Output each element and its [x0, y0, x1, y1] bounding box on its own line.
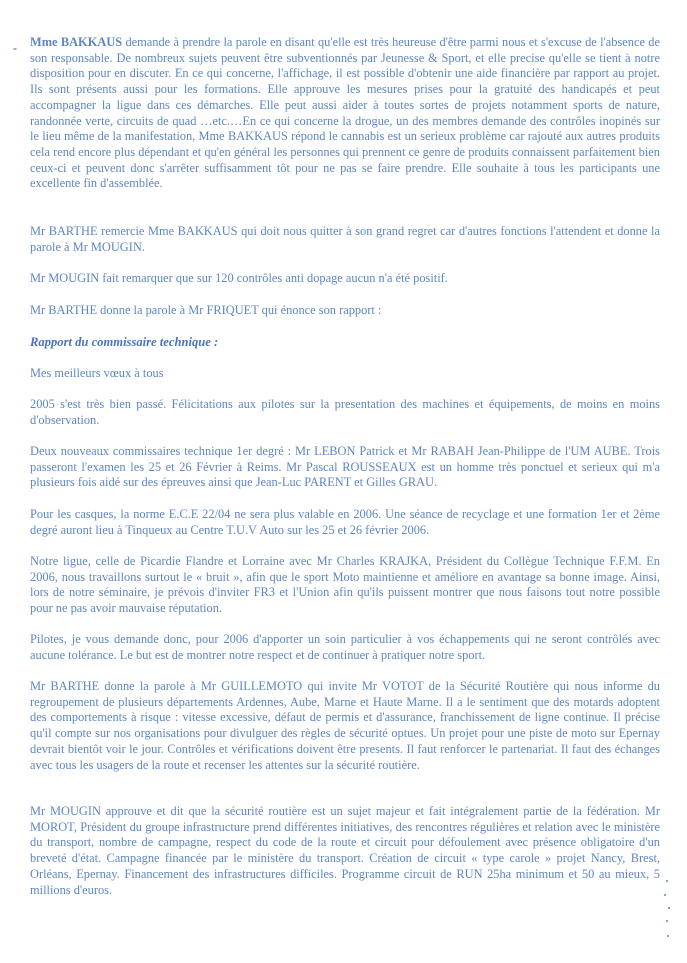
report-pilotes: Pilotes, je vous demande donc, pour 2006 d'apporter un soin particulier à vos échappements qui ne seront contrôlés avec aucune tolérance. Le but est de montrer notre respect et de continuer à pratiquer notre sport. — [30, 632, 660, 662]
paragraph-mougin-doping: Mr MOUGIN fait remarquer que sur 120 contrôles anti dopage aucun n'a été positif. — [30, 271, 448, 285]
report-securite-routiere: Mr BARTHE donne la parole à Mr GUILLEMOTO qui invite Mr VOTOT de la Sécurité Routière qui nous informe du regroupement de plusieurs départements Ardennes, Aube, Marne et Haute Marne. Il a le sentiment que des motards adoptent des comportements à risque : vitesse excessive, défaut de permis et d'assurance, franchissement de ligne continue. Il précise qu'il compte sur nos organisations pour divulguer des règles de sécurité optues. Un projet pour une piste de moto sur Epernay devrait bientôt voir le jour. Contrôles et vérifications doivent être presents. Il faut renforcer le partenariat. Il faut des échanges avec tous les usagers de la route et recenser les attentes sur la sécurité routière. — [30, 679, 660, 772]
paragraph-barthe-friquet: Mr BARTHE donne la parole à Mr FRIQUET qui énonce son rapport : — [30, 303, 382, 317]
paragraph-bakkaus — [30, 35, 660, 192]
report-ligue: Notre ligue, celle de Picardie Flandre et Lorraine avec Mr Charles KRAJKA, Président du Collègue Technique F.F.M. En 2006, nous travaillons surtout le « bruit », afin que le sport Moto maintienne et améliore en avantage sa bonne image. Ainsi, lors de notre séminaire, je prévois d'inviter FR3 et l'Union afin qu'ils puissent montrer que nous faisons tout notre possible pour ne pas avoir mauvaise réputation. — [30, 554, 660, 616]
report-2005: 2005 s'est très bien passé. Félicitations aux pilotes sur la presentation des machines et équipements, de moins en moins d'observation. — [30, 397, 660, 427]
paragraph-body: demande à prendre la parole en disant qu'elle est très heureuse d'être parmi nous et s'excuse de l'absence de son responsable. De nombreux sujets peuvent être subventionnés par Jeunesse & Sport, et elle precise qu'elle se tient à notre disposition pour en discuter. En ce qui concerne, l'affichage, il est possible d'obtenir une aide financière par rapport au projet. Ils sont présents aussi pour les formations. Elle approuve les mesures prises pour la gratuité des handicapés et peut accompagner la ligue dans ces démarches. Elle peut aussi aider à toutes sortes de projets notamment sports de nature, randonnée verte, circuits de quad …etc.…En ce qui concerne la drogue, un des membres demande des contrôles inopinés sur le lieu même de la manifestation, Mme BAKKAUS répond le cannabis est un serieux problème car rajouté aux autres produits cela rend encore plus dépendant et qu'en général les personnes qui prennent ce genre de produits connaissent parfaitement bien ceux-ci et peuvent donc s'arrêter suffisamment tôt pour ne pas se faire prendre. Elle souhaite à tous les participants une excellente fin d'assemblée. — [30, 35, 661, 191]
report-greeting: Mes meilleurs vœux à tous — [30, 366, 164, 380]
report-mougin-securite: Mr MOUGIN approuve et dit que la sécurité routière est un sujet majeur et fait intégralement partie de la fédération. Mr MOROT, Président du groupe infrastructure prend différentes initiatives, des rencontres régulières et relation avec le ministère du transport, nombre de campagne, respect du code de la route et circuit pour défoulement avec présence obligatoire d'un breveté d'état. Campagne financée par le ministère du transport. Création de circuit « type carole » projet Nancy, Brest, Orléans, Epernay. Financement des infrastructures difficiles. Programme circuit de RUN 25ha minimum et 50 au mieux, 5 millions d'euros. — [30, 804, 660, 897]
section-heading: Rapport du commissaire technique : — [30, 335, 219, 349]
report-commissaires: Deux nouveaux commissaires technique 1er degré : Mr LEBON Patrick et Mr RABAH Jean-Philippe de l'UM AUBE. Trois passeront l'examen les 25 et 26 Février à Reims. Mr Pascal ROUSSEAUX est un homme très ponctuel et serieux qui m'a plusieurs fois aidé sur des épreuves ainsi que Jean-Luc PARENT et Gilles GRAU. — [30, 444, 660, 490]
paragraph-barthe-thanks: Mr BARTHE remercie Mme BAKKAUS qui doit nous quitter à son grand regret car d'autres fonctions l'attendent et donne la parole à Mr MOUGIN. — [30, 224, 660, 254]
report-casques: Pour les casques, la norme E.C.E 22/04 ne sera plus valable en 2006. Une séance de recyclage et une formation 1er et 2ème degré auront lieu à Tinqueux au Centre T.U.V Auto sur les 25 et 26 février 2006. — [30, 507, 660, 537]
scan-specks — [660, 880, 672, 938]
paragraph-lead: Mme BAKKAUS — [30, 35, 123, 49]
bullet-marker: - — [13, 41, 17, 55]
